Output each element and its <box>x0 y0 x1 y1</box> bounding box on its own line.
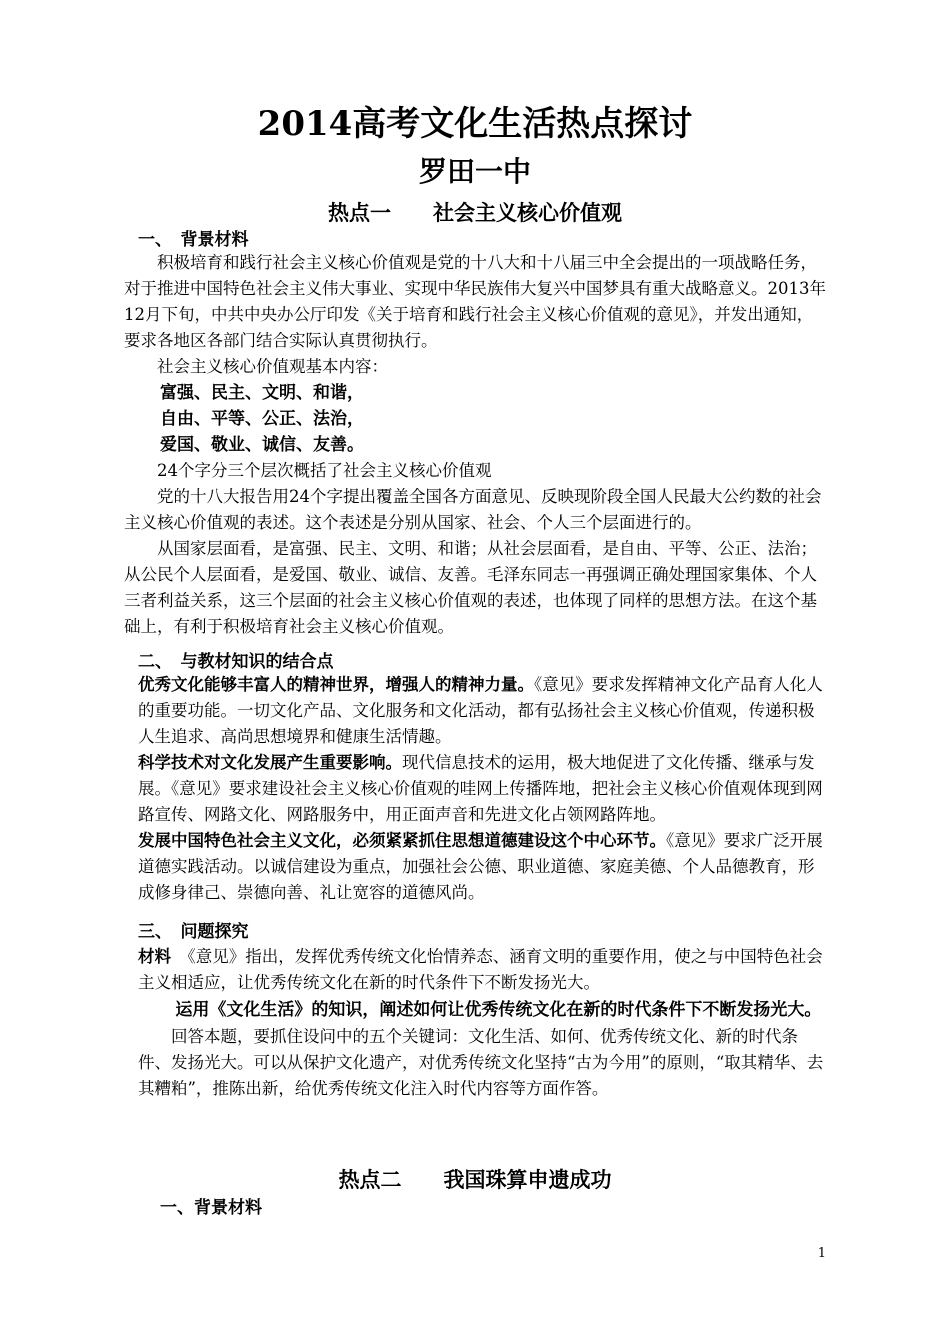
background-paragraph: 积极培育和践行社会主义核心价值观是党的十八大和十八届三中全会提出的一项战略任务，对于推进中国特色社会主义伟大事业、实现中华民族伟大复兴中国梦具有重大战略意义。2013年12月下旬，中共中央办公厅印发《关于培育和践行社会主义核心价值观的意见》，并发出通知，要求各地区各部门结合实际认真贯彻执行。 <box>124 253 826 350</box>
levels-paragraph: 从国家层面看，是富强、民主、文明、和谐；从社会层面看，是自由、平等、公正、法治；从公民个人层面看，是爱国、敬业、诚信、友善。毛泽东同志一再强调正确处理国家集体、个人三者利益关系，这三个层面的社会主义核心价值观的表述，也体现了同样的思想方法。在这个基础上，有利于积极培育社会主义核心价值观。 <box>124 539 817 636</box>
report-paragraph: 党的十八大报告用24个字提出覆盖全国各方面意见、反映现阶段全国人民最大公约数的社会主义核心价值观的表述。这个表述是分别从国家、社会、个人三个层面进行的。 <box>124 487 822 532</box>
hot-topic-2-title: 热点二 我国珠算申遗成功 <box>338 1167 612 1192</box>
knowledge-point-2-bold: 科学技术对文化发展产生重要影响。 <box>138 753 402 772</box>
knowledge-point-3 <box>138 828 830 906</box>
inquiry-block <box>138 944 830 1102</box>
material-label: 材料 <box>138 947 171 966</box>
textbook-points-block <box>138 672 830 906</box>
school-name: 罗田一中 <box>418 155 531 188</box>
knowledge-point-2-text: 现代信息技术的运用，极大地促进了文化传播、继承与发展。《意见》要求建设社会主义核心价值观的哇网上传播阵地，把社会主义核心价值观体现到网路宣传、网路文化、网路服务中，用正面声音和先进文化占领网路阵地。 <box>138 753 823 824</box>
knowledge-point-1 <box>138 672 830 750</box>
page-number: 1 <box>817 1246 826 1261</box>
knowledge-point-3-bold: 发展中国特色社会主义文化，必须紧紧抓住思想道德建设这个中心环节。 <box>138 831 666 850</box>
knowledge-point-3-text: 《意见》要求广泛开展道德实践活动。以诚信建设为重点，加强社会公德、职业道德、家庭美德、个人品德教育，形成修身律己、崇德向善、礼让宽容的道德风尚。 <box>138 831 823 902</box>
values-intro: 社会主义核心价值观基本内容： <box>157 357 388 376</box>
document-title: 2014高考文化生活热点探讨 <box>257 104 693 144</box>
inquiry-question: 运用《文化生活》的知识，阐述如何让优秀传统文化在新的时代条件下不断发扬光大。 <box>175 1000 822 1020</box>
hot-topic-1-title: 热点一 社会主义核心价值观 <box>328 200 622 225</box>
material-text: 《意见》指出，发挥优秀传统文化怡情养态、涵育文明的重要作用，使之与中国特色社会主义相适应，让优秀传统文化在新的时代条件下不断发扬光大。 <box>138 947 823 992</box>
knowledge-point-1-bold: 优秀文化能够丰富人的精神世界，增强人的精神力量。 <box>138 675 534 694</box>
answer-paragraph: 回答本题，要抓住设问中的五个关键词：文化生活、如何、优秀传统文化、新的时代条件、发扬光大。可以从保护文化遗产，对优秀传统文化坚持“古为今用”的原则，“取其精华、去其糟粕”，推陈出新，给优秀传统文化注入时代内容等方面作答。 <box>138 1027 824 1098</box>
section-inquiry-heading: 三、 问题探究 <box>138 922 249 942</box>
section-textbook-heading: 二、 与教材知识的结合点 <box>138 652 334 672</box>
values-line-social: 自由、平等、公正、法治， <box>160 409 364 429</box>
values-line-national: 富强、民主、文明、和谐， <box>160 383 364 403</box>
hot-topic-2-background-heading: 一、背景材料 <box>160 1198 262 1218</box>
material-paragraph <box>138 944 830 996</box>
knowledge-point-2 <box>138 750 830 828</box>
values-summary: 24个字分三个层次概括了社会主义核心价值观 <box>157 461 492 480</box>
section-background-heading: 一、 背景材料 <box>138 230 249 250</box>
knowledge-point-1-text: 《意见》要求发挥精神文化产品育人化人的重要功能。一切文化产品、文化服务和文化活动，都有弘扬社会主义核心价值观，传递积极人生追求、高尚思想境界和健康生活情趣。 <box>138 675 823 746</box>
background-material-block <box>124 250 829 640</box>
values-line-individual: 爱国、敬业、诚信、友善。 <box>160 435 364 455</box>
